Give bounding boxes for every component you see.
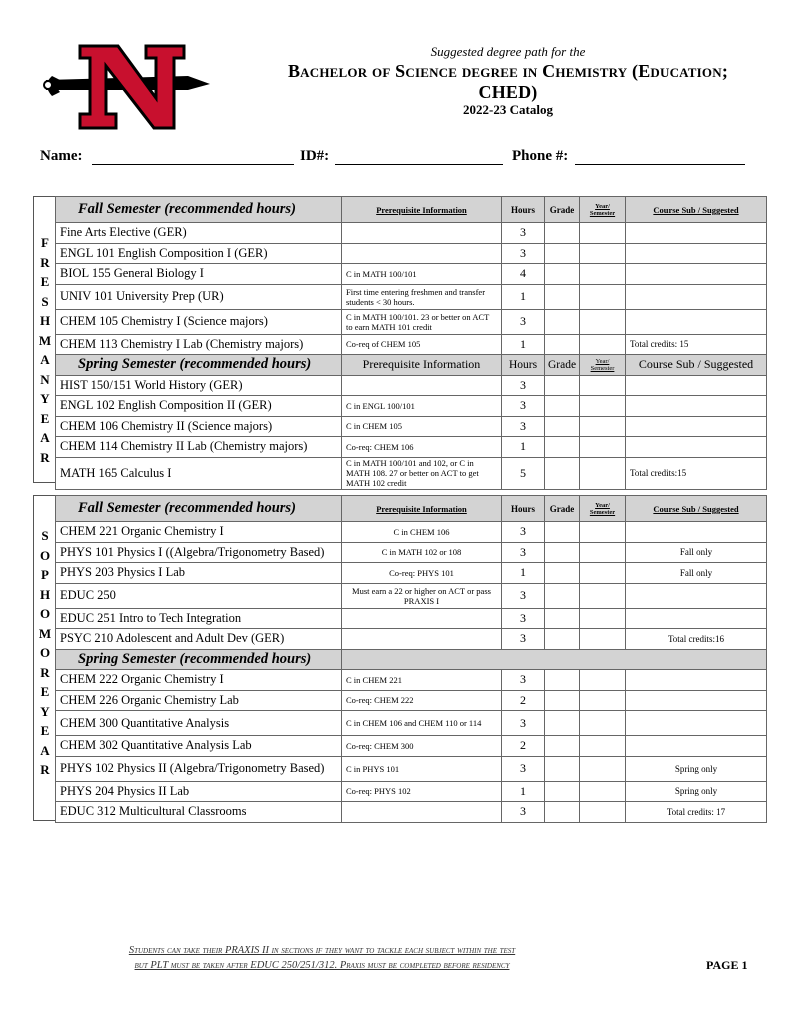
prereq-info: Must earn a 22 or higher on ACT or pass PRAXIS I: [342, 583, 502, 608]
course-name: UNIV 101 University Prep (UR): [56, 284, 342, 309]
hours-value: 3: [502, 243, 545, 264]
grade-field[interactable]: [545, 243, 580, 264]
year-letter: E: [40, 723, 50, 738]
year-semester-field[interactable]: [580, 223, 626, 244]
freshman-spring-header: [56, 355, 767, 376]
grade-field[interactable]: [545, 583, 580, 608]
course-name: PSYC 210 Adolescent and Adult Dev (GER): [56, 629, 342, 650]
course-sub-note: [626, 416, 767, 437]
hours-value: 3: [502, 396, 545, 417]
year-semester-column-header: Year/ Semester: [580, 496, 626, 522]
prereq-info: C in MATH 100/101: [342, 264, 502, 285]
year-semester-field[interactable]: [580, 309, 626, 334]
course-name: CHEM 226 Organic Chemistry Lab: [56, 690, 342, 711]
course-row: [56, 243, 767, 264]
course-sub-note: [626, 670, 767, 691]
year-letter: P: [41, 567, 49, 582]
freshman-fall-header: [56, 197, 767, 223]
grade-field[interactable]: [545, 629, 580, 650]
prereq-info: Co-req: CHEM 300: [342, 736, 502, 757]
sophomore-fall-header: [56, 496, 767, 522]
course-sub-note: [626, 375, 767, 396]
course-name: CHEM 106 Chemistry II (Science majors): [56, 416, 342, 437]
catalog-year: 2022-23 Catalog: [463, 102, 553, 117]
year-semester-field[interactable]: [580, 563, 626, 584]
grade-field[interactable]: [545, 563, 580, 584]
grade-column-header: Grade: [545, 496, 580, 522]
hours-value: 3: [502, 756, 545, 781]
sophomore-table: [55, 495, 767, 823]
prereq-info: C in CHEM 106 and CHEM 110 or 114: [342, 711, 502, 736]
hours-value: 1: [502, 334, 545, 355]
phone-field[interactable]: [575, 164, 745, 165]
course-sub-note: Spring only: [626, 781, 767, 802]
year-semester-field[interactable]: [580, 629, 626, 650]
grade-column-header: Grade: [545, 197, 580, 223]
course-row: [56, 608, 767, 629]
year-semester-field[interactable]: [580, 243, 626, 264]
course-sub-column-header: Course Sub / Suggested: [626, 496, 767, 522]
name-label: Name:: [40, 148, 83, 164]
year-letter: F: [41, 235, 49, 250]
grade-field[interactable]: [545, 542, 580, 563]
course-name: ENGL 101 English Composition I (GER): [56, 243, 342, 264]
course-row: [56, 542, 767, 563]
course-row: [56, 522, 767, 543]
hours-value: 3: [502, 223, 545, 244]
course-name: HIST 150/151 World History (GER): [56, 375, 342, 396]
id-field[interactable]: [335, 164, 503, 165]
course-sub-note: [626, 396, 767, 417]
grade-field[interactable]: [545, 711, 580, 736]
prereq-info: C in ENGL 100/101: [342, 396, 502, 417]
prereq-info: [342, 608, 502, 629]
name-field[interactable]: [92, 164, 294, 165]
course-row: [56, 690, 767, 711]
prereq-info: Co-req: CHEM 222: [342, 690, 502, 711]
semester-title: Fall Semester (recommended hours): [56, 197, 342, 223]
prereq-info: [342, 629, 502, 650]
grade-field[interactable]: [545, 736, 580, 757]
course-row: [56, 736, 767, 757]
course-row: [56, 670, 767, 691]
prereq-info: C in PHYS 101: [342, 756, 502, 781]
course-row: [56, 264, 767, 285]
year-semester-field[interactable]: [580, 608, 626, 629]
course-sub-note: [626, 608, 767, 629]
sophomore-spring-header: [56, 649, 767, 670]
hours-value: 1: [502, 437, 545, 458]
year-letter: O: [39, 547, 51, 563]
hours-value: 3: [502, 309, 545, 334]
page-number: PAGE 1: [706, 958, 748, 972]
grade-field[interactable]: [545, 284, 580, 309]
grade-field[interactable]: [545, 690, 580, 711]
hours-column-header: Hours: [502, 197, 545, 223]
course-row: [56, 375, 767, 396]
praxis-note-line2: but PLT must be taken after EDUC 250/251/312. Praxis must be completed before residency: [134, 960, 510, 971]
course-row: [56, 396, 767, 417]
year-letter: A: [40, 352, 50, 367]
course-name: EDUC 312 Multicultural Classrooms: [56, 802, 342, 823]
course-row: [56, 334, 767, 355]
grade-field[interactable]: [545, 375, 580, 396]
hours-value: 3: [502, 375, 545, 396]
course-name: CHEM 105 Chemistry I (Science majors): [56, 309, 342, 334]
year-letter: A: [40, 742, 50, 758]
year-letter: O: [39, 645, 51, 660]
hours-value: 1: [502, 563, 545, 584]
year-semester-field[interactable]: [580, 522, 626, 543]
year-semester-field[interactable]: [580, 781, 626, 802]
hours-value: 3: [502, 802, 545, 823]
course-sub-note: [626, 711, 767, 736]
prereq-column-header: Prerequisite Information: [342, 496, 502, 522]
grade-field[interactable]: [545, 334, 580, 355]
prereq-info: [342, 223, 502, 244]
grade-field[interactable]: [545, 608, 580, 629]
course-sub-note: [626, 736, 767, 757]
year-letter: S: [41, 528, 49, 543]
course-sub-column-header: Course Sub / Suggested: [626, 197, 767, 223]
hours-value: 3: [502, 583, 545, 608]
year-semester-field[interactable]: [580, 284, 626, 309]
year-semester-field[interactable]: [580, 416, 626, 437]
course-name: CHEM 222 Organic Chemistry I: [56, 670, 342, 691]
prereq-info: C in MATH 100/101. 23 or better on ACT to earn MATH 101 credit: [342, 309, 502, 334]
course-name: BIOL 155 General Biology I: [56, 264, 342, 285]
year-semester-field[interactable]: [580, 375, 626, 396]
year-semester-field[interactable]: [580, 264, 626, 285]
hours-value: 5: [502, 457, 545, 489]
hours-value: 3: [502, 670, 545, 691]
phone-label: Phone #:: [512, 148, 569, 164]
year-semester-field[interactable]: [580, 396, 626, 417]
year-letter: Y: [40, 703, 50, 719]
grade-field[interactable]: [545, 522, 580, 543]
praxis-note-line1: Students can take their PRAXIS II in sections if they want to tackle each subject within the test: [128, 945, 516, 956]
grade-column-header: Grade: [545, 355, 580, 376]
hours-value: 3: [502, 416, 545, 437]
prereq-info: C in CHEM 106: [342, 522, 502, 543]
prereq-info: Co-req of CHEM 105: [342, 334, 502, 355]
grade-field[interactable]: [545, 396, 580, 417]
course-name: PHYS 204 Physics II Lab: [56, 781, 342, 802]
course-name: Fine Arts Elective (GER): [56, 223, 342, 244]
course-row: [56, 309, 767, 334]
year-semester-field[interactable]: [580, 736, 626, 757]
course-name: PHYS 101 Physics I ((Algebra/Trigonometry Based): [56, 542, 342, 563]
grade-field[interactable]: [545, 781, 580, 802]
course-row: [56, 457, 767, 489]
course-row: [56, 416, 767, 437]
year-letter: E: [40, 684, 50, 699]
hours-value: 3: [502, 542, 545, 563]
semester-title: Spring Semester (recommended hours): [56, 649, 342, 670]
course-sub-note: Fall only: [626, 563, 767, 584]
year-semester-field[interactable]: [580, 711, 626, 736]
year-letter: H: [39, 586, 51, 602]
hours-value: 1: [502, 781, 545, 802]
course-row: [56, 437, 767, 458]
year-semester-field[interactable]: [580, 690, 626, 711]
year-semester-column-header: Year/ Semester: [580, 197, 626, 223]
year-letter: O: [39, 606, 51, 621]
grade-field[interactable]: [545, 670, 580, 691]
course-row: [56, 711, 767, 736]
course-sub-note: Total credits: 15: [626, 334, 767, 355]
course-row: [56, 223, 767, 244]
course-sub-note: [626, 437, 767, 458]
course-name: CHEM 114 Chemistry II Lab (Chemistry majors): [56, 437, 342, 458]
course-name: CHEM 221 Organic Chemistry I: [56, 522, 342, 543]
year-letter: R: [40, 762, 50, 777]
prereq-info: [342, 375, 502, 396]
freshman-table: [55, 196, 767, 490]
course-sub-note: [626, 690, 767, 711]
university-logo: [38, 40, 218, 132]
year-letter: R: [40, 449, 50, 465]
semester-header-fill: [342, 649, 767, 670]
course-sub-note: [626, 223, 767, 244]
year-semester-column-header: Year/ Semester: [580, 355, 626, 376]
course-name: EDUC 250: [56, 583, 342, 608]
prereq-info: C in CHEM 221: [342, 670, 502, 691]
semester-title: Fall Semester (recommended hours): [56, 496, 342, 522]
course-row: [56, 629, 767, 650]
degree-title: [258, 61, 758, 103]
prereq-info: C in MATH 100/101 and 102, or C in MATH 108. 27 or better on ACT to get MATH 102 credit: [342, 457, 502, 489]
course-name: CHEM 113 Chemistry I Lab (Chemistry majors): [56, 334, 342, 355]
course-name: CHEM 302 Quantitative Analysis Lab: [56, 736, 342, 757]
n-letter-icon: [80, 46, 184, 128]
year-letter: E: [40, 410, 50, 426]
course-row: [56, 563, 767, 584]
prereq-info: C in MATH 102 or 108: [342, 542, 502, 563]
course-sub-column-header: Course Sub / Suggested: [626, 355, 767, 376]
year-semester-field[interactable]: [580, 802, 626, 823]
hours-value: 3: [502, 711, 545, 736]
prereq-info: [342, 802, 502, 823]
course-row: [56, 284, 767, 309]
course-sub-note: Total credits:16: [626, 629, 767, 650]
freshman-year-label: [33, 196, 56, 483]
course-sub-note: Total credits: 17: [626, 802, 767, 823]
year-semester-field[interactable]: [580, 437, 626, 458]
year-letter: R: [40, 664, 50, 680]
hours-value: 2: [502, 690, 545, 711]
prereq-info: First time entering freshmen and transfer students < 30 hours.: [342, 284, 502, 309]
grade-field[interactable]: [545, 756, 580, 781]
course-sub-note: [626, 309, 767, 334]
degree-title-line1: Bachelor of Science degree in Chemistry (Education;: [287, 61, 729, 81]
student-info-row: [40, 148, 760, 170]
suggested-path-label: Suggested degree path for the: [430, 44, 586, 59]
course-name: ENGL 102 English Composition II (GER): [56, 396, 342, 417]
year-letter: H: [39, 313, 51, 328]
grade-field[interactable]: [545, 264, 580, 285]
hours-value: 3: [502, 629, 545, 650]
year-semester-field[interactable]: [580, 334, 626, 355]
course-sub-note: [626, 284, 767, 309]
course-name: EDUC 251 Intro to Tech Integration: [56, 608, 342, 629]
hours-value: 1: [502, 284, 545, 309]
year-semester-field[interactable]: [580, 542, 626, 563]
hours-value: 4: [502, 264, 545, 285]
course-sub-note: Spring only: [626, 756, 767, 781]
grade-field[interactable]: [545, 309, 580, 334]
hours-column-header: Hours: [502, 355, 545, 376]
hours-value: 2: [502, 736, 545, 757]
year-letter: M: [38, 332, 52, 348]
year-letter: R: [40, 254, 50, 270]
prereq-info: Co-req: CHEM 106: [342, 437, 502, 458]
grade-field[interactable]: [545, 223, 580, 244]
course-sub-note: [626, 522, 767, 543]
grade-field[interactable]: [545, 437, 580, 458]
course-name: MATH 165 Calculus I: [56, 457, 342, 489]
year-letter: A: [40, 430, 50, 445]
year-letter: N: [40, 371, 50, 387]
course-sub-note: [626, 264, 767, 285]
course-name: PHYS 102 Physics II (Algebra/Trigonometry Based): [56, 756, 342, 781]
year-letter: Y: [40, 391, 50, 406]
year-semester-field[interactable]: [580, 583, 626, 608]
prereq-info: Co-req: PHYS 102: [342, 781, 502, 802]
praxis-note: [48, 943, 596, 973]
course-name: PHYS 203 Physics I Lab: [56, 563, 342, 584]
course-sub-note: [626, 583, 767, 608]
course-row: [56, 781, 767, 802]
prereq-column-header: Prerequisite Information: [342, 355, 502, 376]
hours-value: 3: [502, 522, 545, 543]
course-row: [56, 756, 767, 781]
grade-field[interactable]: [545, 802, 580, 823]
course-sub-note: [626, 243, 767, 264]
course-sub-note: Fall only: [626, 542, 767, 563]
course-row: [56, 583, 767, 608]
prereq-info: C in CHEM 105: [342, 416, 502, 437]
course-sub-note: Total credits:15: [626, 457, 767, 489]
grade-field[interactable]: [545, 416, 580, 437]
prereq-column-header: Prerequisite Information: [342, 197, 502, 223]
hours-value: 3: [502, 608, 545, 629]
sophomore-year-label: [33, 495, 56, 821]
degree-title-line2: CHED): [478, 82, 538, 102]
id-label: ID#:: [300, 148, 330, 164]
course-row: [56, 802, 767, 823]
year-semester-field[interactable]: [580, 457, 626, 489]
prereq-info: [342, 243, 502, 264]
prereq-info: Co-req: PHYS 101: [342, 563, 502, 584]
year-letter: M: [38, 625, 52, 641]
year-semester-field[interactable]: [580, 670, 626, 691]
year-letter: E: [40, 274, 50, 289]
semester-title: Spring Semester (recommended hours): [56, 355, 342, 376]
year-letter: S: [41, 293, 49, 309]
grade-field[interactable]: [545, 457, 580, 489]
course-name: CHEM 300 Quantitative Analysis: [56, 711, 342, 736]
year-semester-field[interactable]: [580, 756, 626, 781]
hours-column-header: Hours: [502, 496, 545, 522]
